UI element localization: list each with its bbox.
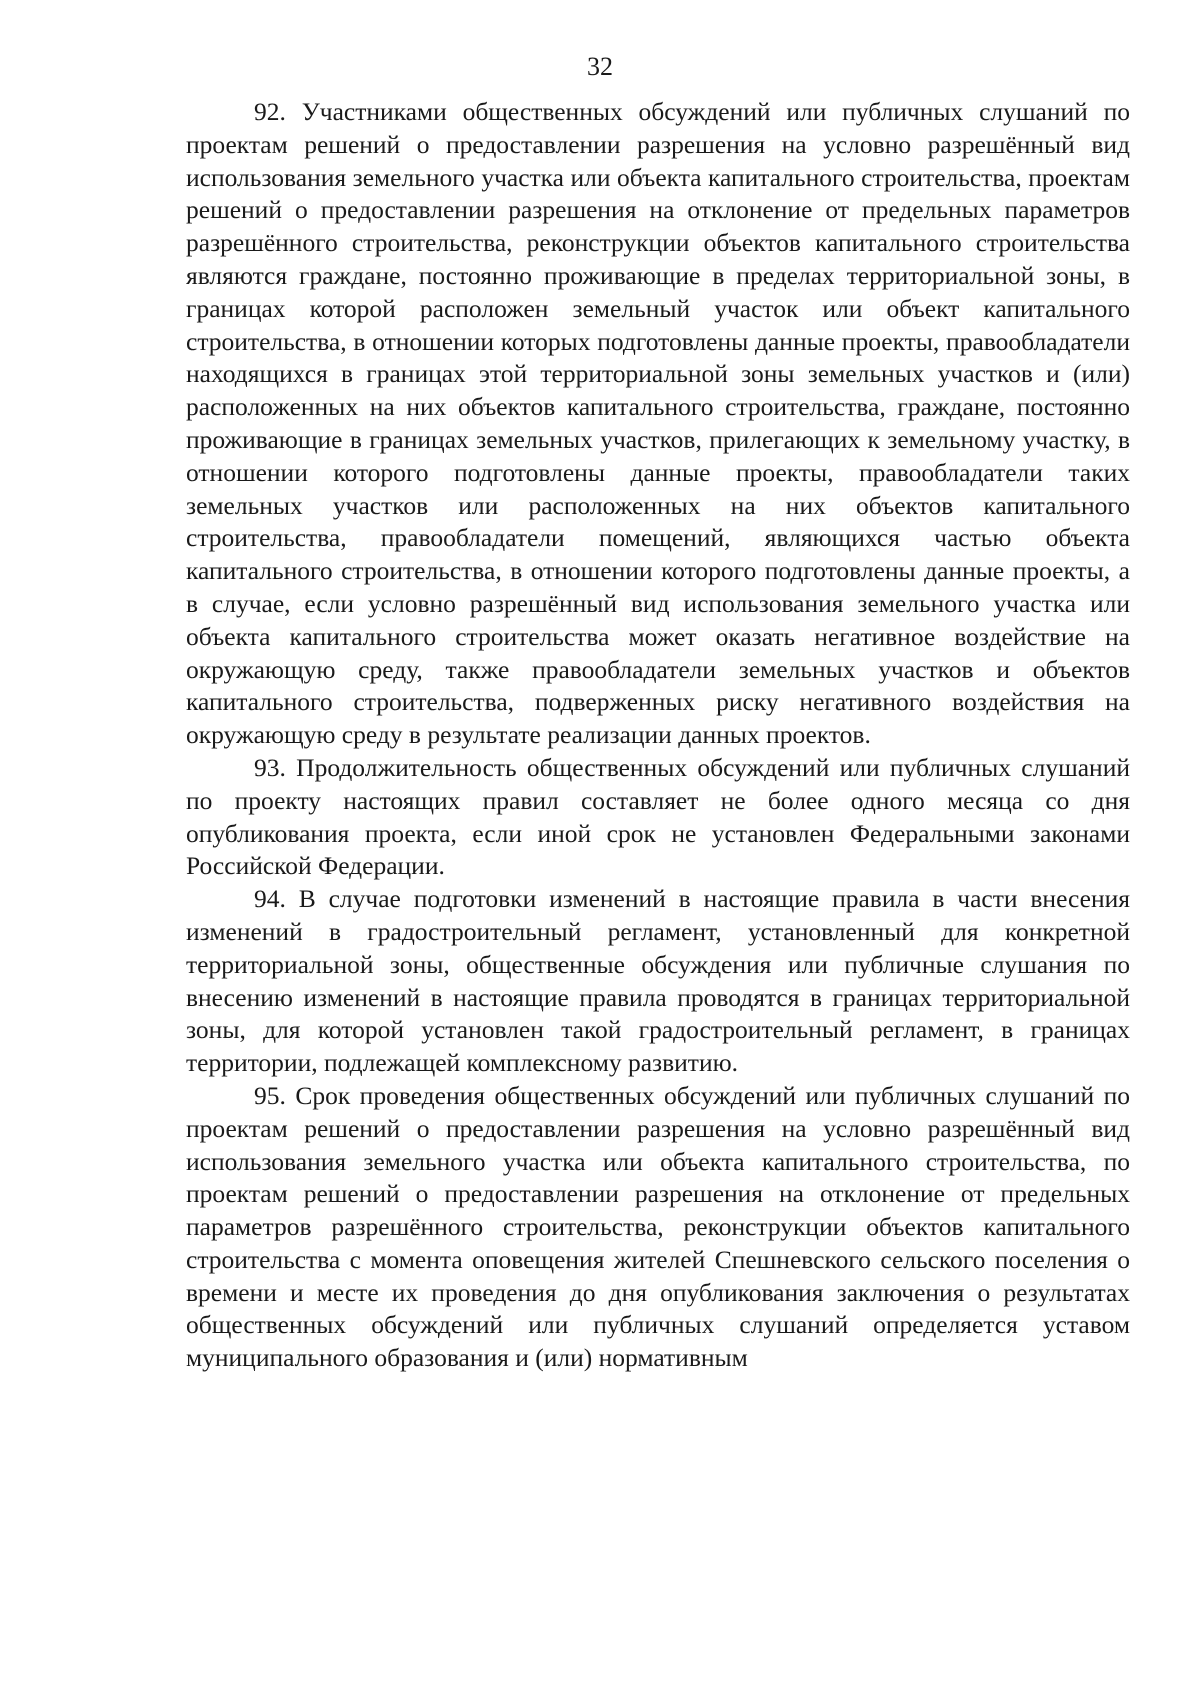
paragraph-number: 93. (254, 752, 286, 782)
paragraph-text: Срок проведения общественных обсуждений или публичных слушаний по проектам решений о предоставлении разрешения на условно разрешённый вид использования земельного участка или объекта капитального строительства, по проектам решений о предоставлении разрешения на отклонение от предельных параметров разрешённого строительства, реконструкции объектов капитального строительства с момента оповещения жителей Спешневского сельского поселения о времени и месте их проведения до дня опубликования заключения о результатах общественных обсуждений или публичных слушаний определяется уставом муниципального образования и (или) нормативным (186, 1080, 1131, 1373)
paragraph-94 (186, 883, 1130, 1080)
document-body (186, 96, 1130, 1375)
paragraph-text: Участниками общественных обсуждений или публичных слушаний по проектам решений о предоставлении разрешения на условно разрешённый вид использования земельного участка или объекта капитального строительства, проектам решений о предоставлении разрешения на отклонение от предельных параметров разрешённого строительства, реконструкции объектов капитального строительства являются граждане, постоянно проживающие в пределах территориальной зоны, в границах которой расположен земельный участок или объект капитального строительства, в отношении которых подготовлены данные проекты, правообладатели находящихся в границах этой территориальной зоны земельных участков и (или) расположенных на них объектов капитального строительства, граждане, постоянно проживающие в границах земельных участков, прилегающих к земельному участку, в отношении которого подготовлены данные проекты, правообладатели таких земельных участков или расположенных на них объектов капитального строительства, правообладатели помещений, являющихся частью объекта капитального строительства, в отношении которого подготовлены данные проекты, а в случае, если условно разрешённый вид использования земельного участка или объекта капитального строительства может оказать негативное воздействие на окружающую среду, также правообладатели земельных участков и объектов капитального строительства, подверженных риску негативного воздействия на окружающую среду в результате реализации данных проектов. (186, 97, 1131, 750)
paragraph-text: В случае подготовки изменений в настоящие правила в части внесения изменений в градостроительный регламент, установленный для конкретной территориальной зоны, общественные обсуждения или публичные слушания по внесению изменений в настоящие правила проводятся в границах территориальной зоны, для которой установлен такой градостроительный регламент, в границах территории, подлежащей комплексному развитию. (186, 884, 1130, 1078)
page-number: 32 (587, 52, 613, 81)
paragraph-92 (186, 96, 1130, 752)
paragraph-93 (186, 752, 1130, 883)
paragraph-text: Продолжительность общественных обсуждений или публичных слушаний по проекту настоящих правил составляет не более одного месяца со дня опубликования проекта, если иной срок не установлен Федеральными законами Российской Федерации. (186, 752, 1130, 881)
paragraph-number: 94. (254, 884, 286, 914)
paragraph-number: 95. (254, 1080, 286, 1110)
paragraph-number: 92. (254, 97, 286, 126)
paragraph-95 (186, 1080, 1130, 1375)
